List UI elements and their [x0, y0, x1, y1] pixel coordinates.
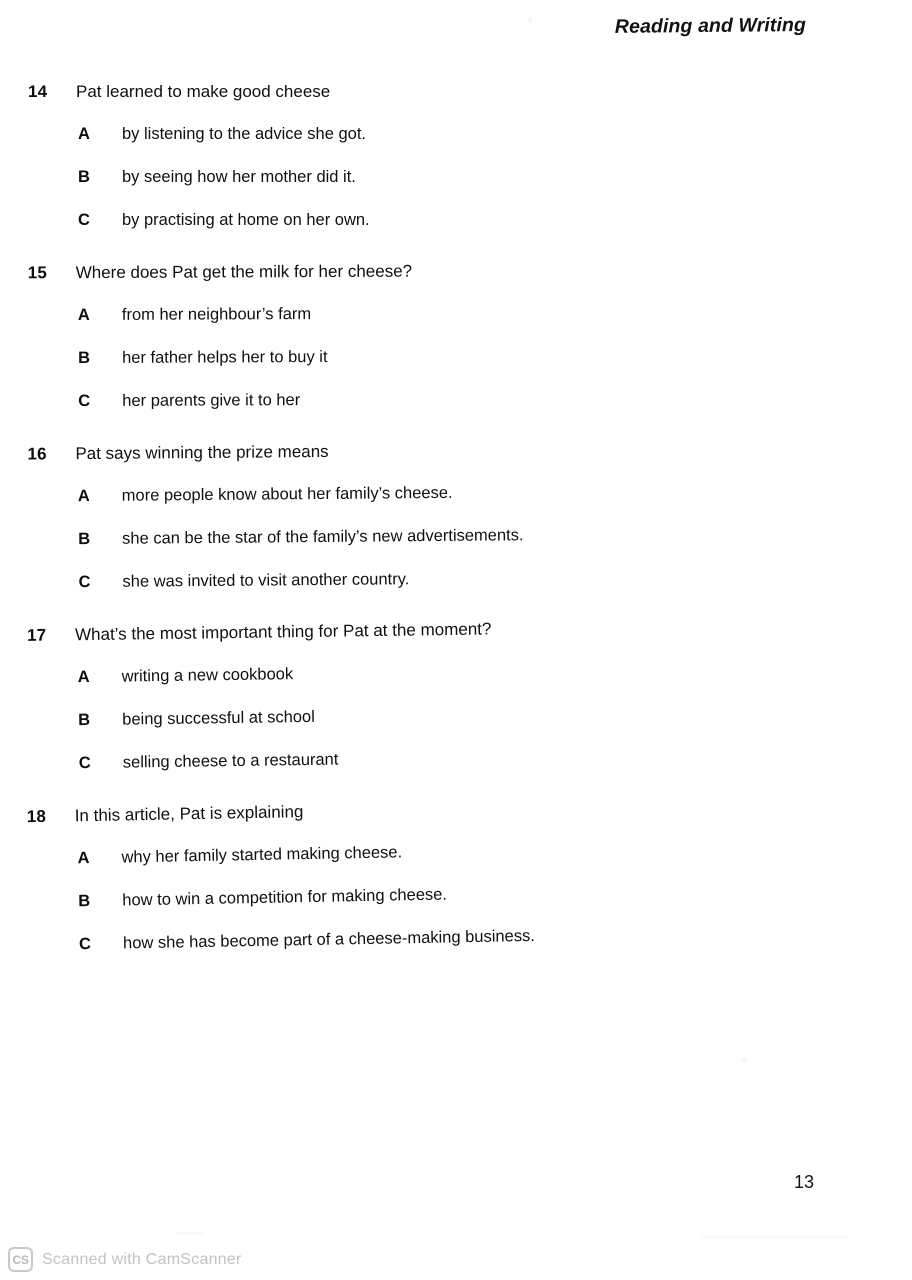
answer-option[interactable]: [0, 657, 912, 698]
question-number: 16: [27, 444, 47, 464]
option-letter: B: [78, 892, 91, 911]
option-letter: C: [78, 754, 91, 773]
camscanner-watermark-label: Scanned with CamScanner: [42, 1250, 242, 1268]
question-heading: [0, 437, 912, 473]
option-letter: B: [78, 530, 91, 549]
question-list: [0, 82, 912, 987]
question-block: [0, 614, 912, 784]
option-letter: C: [78, 211, 90, 229]
question-heading: [0, 259, 912, 291]
option-text: by practising at home on her own.: [122, 211, 370, 229]
option-text: how she has become part of a cheese-making business.: [122, 926, 536, 953]
question-block: [0, 82, 912, 239]
option-letter: C: [78, 935, 92, 954]
answer-option[interactable]: [0, 523, 912, 559]
answer-option[interactable]: [1, 743, 912, 784]
question-text: Pat says winning the prize means: [75, 441, 329, 464]
question-text: In this article, Pat is explaining: [74, 802, 304, 826]
answer-option[interactable]: [0, 700, 912, 741]
question-block: [0, 437, 912, 602]
option-letter: C: [78, 573, 91, 592]
camscanner-watermark: [8, 1247, 242, 1272]
scan-streak: [176, 1232, 204, 1235]
question-number: 17: [26, 625, 47, 645]
option-text: she can be the star of the family’s new advertisements.: [122, 526, 524, 548]
option-text: selling cheese to a restaurant: [122, 750, 339, 772]
option-letter: A: [77, 668, 90, 687]
option-text: her parents give it to her: [122, 391, 301, 410]
question-heading: [0, 791, 911, 836]
question-block: [0, 259, 912, 420]
option-letter: A: [77, 306, 90, 325]
question-heading: [0, 614, 911, 655]
answer-option[interactable]: [0, 388, 912, 420]
option-text: being successful at school: [122, 707, 315, 729]
question-text: Where does Pat get the milk for her cheese?: [75, 261, 413, 283]
page-number: 13: [793, 1172, 814, 1192]
option-letter: B: [78, 168, 90, 186]
answer-option[interactable]: [0, 302, 912, 334]
answer-option[interactable]: [0, 168, 912, 196]
answer-option[interactable]: [1, 920, 912, 965]
option-text: more people know about her family’s cheese.: [121, 483, 453, 505]
option-text: she was invited to visit another country.: [122, 570, 410, 591]
option-text: why her family started making cheese.: [121, 843, 403, 867]
option-text: by listening to the advice she got.: [122, 125, 366, 143]
option-letter: B: [78, 711, 91, 730]
running-header-title: Reading and Writing: [614, 14, 807, 38]
question-text: Pat learned to make good cheese: [76, 82, 331, 101]
question-number: 14: [28, 82, 48, 101]
question-number: 18: [26, 806, 47, 827]
scan-streak: [700, 1236, 850, 1239]
question-text: What’s the most important thing for Pat at the moment?: [74, 619, 492, 645]
option-letter: B: [78, 349, 91, 368]
camscanner-logo-icon: CS: [8, 1247, 33, 1272]
answer-option[interactable]: [0, 345, 912, 377]
option-text: her father helps her to buy it: [122, 347, 328, 367]
answer-option[interactable]: [0, 566, 912, 602]
question-block: [0, 791, 912, 965]
option-letter: A: [77, 849, 90, 868]
question-number: 15: [27, 263, 48, 283]
answer-option[interactable]: [0, 125, 912, 153]
answer-option[interactable]: [0, 877, 912, 922]
scan-speck: [742, 1058, 747, 1063]
option-text: how to win a competition for making cheese.: [122, 885, 448, 910]
option-letter: A: [78, 125, 90, 143]
question-heading: [0, 82, 912, 110]
option-letter: A: [77, 487, 90, 506]
option-text: from her neighbour’s farm: [121, 305, 312, 324]
option-text: writing a new cookbook: [121, 665, 294, 686]
answer-option[interactable]: [0, 480, 912, 516]
option-letter: C: [78, 392, 91, 411]
answer-option[interactable]: [0, 834, 912, 879]
option-text: by seeing how her mother did it.: [122, 168, 356, 186]
answer-option[interactable]: [0, 211, 912, 239]
